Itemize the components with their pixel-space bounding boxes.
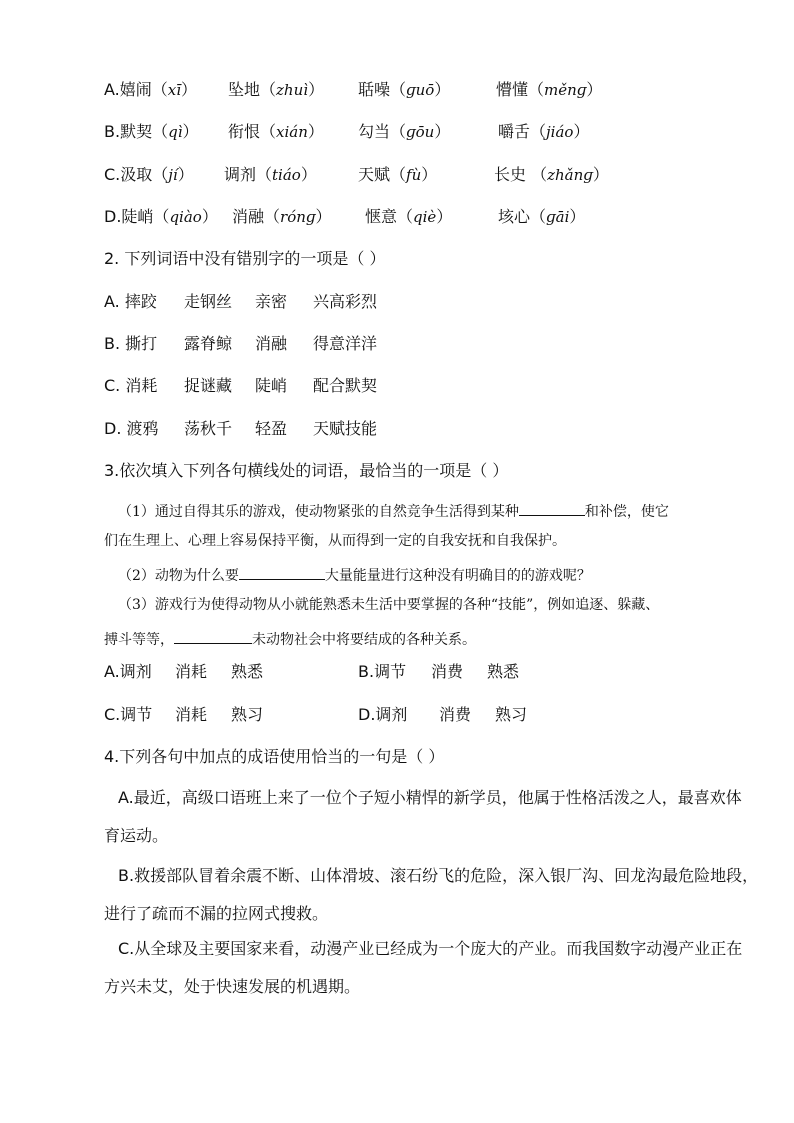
option-word: A. 摔跤 — [104, 292, 157, 311]
word-cell: 惬意（qiè） — [365, 207, 453, 226]
sentence-text: （2）动物为什么要 — [118, 568, 239, 584]
word-cell: 嚼舌（jiáo） — [498, 122, 590, 141]
sentence-text: 和补偿，使它 — [584, 504, 669, 520]
option-word: 配合默契 — [313, 376, 378, 395]
fill-blank — [519, 499, 585, 516]
option-word: 消耗 — [175, 662, 208, 681]
option-word: 熟悉 — [231, 662, 264, 681]
q4-option-a-line2: 育运动。 — [104, 826, 169, 845]
q2-stem: 2. 下列词语中没有错别字的一项是（ ） — [104, 249, 386, 268]
word-cell: 衔恨（xián） — [228, 122, 324, 141]
q4-option-c-line1: C.从全球及主要国家来看，动漫产业已经成为一个庞大的产业。而我国数字动漫产业正在 — [118, 939, 743, 958]
option-word: 露脊鲸 — [184, 334, 233, 353]
word-cell: 消融（rónɡ） — [232, 207, 332, 226]
option-word: 荡秋千 — [184, 419, 233, 438]
word-cell: 勾当（ɡōu） — [358, 122, 451, 141]
q3-sentence-1-cont: 们在生理上、心理上容易保持平衡，从而得到一定的自我安抚和自我保护。 — [104, 533, 566, 549]
q3-sentence-3: （3）游戏行为使得动物从小就能熟悉未生活中要掌握的各种“技能”，例如追逐、躲藏、 — [118, 597, 660, 613]
word-cell: 天赋（fù） — [358, 165, 438, 184]
sentence-text: 未动物社会中将要结成的各种关系。 — [252, 632, 476, 648]
word-cell: C.汲取（jí） — [104, 165, 194, 184]
word-cell: D.陡峭（qiào） — [104, 207, 218, 226]
option-word: 兴高彩烈 — [313, 292, 378, 311]
option-word: 消融 — [255, 334, 288, 353]
word-cell: 懵懂（měnɡ） — [496, 80, 603, 99]
option-word: 消费 — [431, 662, 464, 681]
word-cell: 调剂（tiáo） — [224, 165, 317, 184]
option-word: C. 消耗 — [104, 376, 158, 395]
word-cell: A.嬉闹（xī） — [104, 80, 198, 99]
fill-blank — [239, 563, 325, 580]
option-word: 轻盈 — [255, 419, 288, 438]
option-word: D.调剂 — [358, 705, 408, 724]
option-word: 捉谜藏 — [184, 376, 233, 395]
word-cell: 长史 （zhǎnɡ） — [494, 165, 609, 184]
option-word: 消耗 — [175, 705, 208, 724]
q4-option-c-line2: 方兴未艾，处于快速发展的机遇期。 — [104, 977, 361, 996]
q3-sentence-2 — [118, 563, 591, 586]
q4-option-a-line1: A.最近，高级口语班上来了一位个子短小精悍的新学员，他属于性格活泼之人，最喜欢体 — [118, 788, 742, 807]
word-cell: 垓心（ɡāi） — [498, 207, 586, 226]
q4-stem: 4.下列各句中加点的成语使用恰当的一句是（ ） — [104, 747, 445, 766]
q4-option-b-line1: B.救援部队冒着余震不断、山体滑坡、滚石纷飞的危险，深入银厂沟、回龙沟最危险地段， — [118, 866, 759, 885]
q4-option-b-line2: 进行了疏而不漏的拉网式搜救。 — [104, 904, 329, 923]
option-word: 走钢丝 — [184, 292, 233, 311]
sentence-text: （1）通过自得其乐的游戏，使动物紧张的自然竞争生活得到某种 — [118, 504, 519, 520]
sentence-text: 搏斗等等， — [104, 632, 174, 648]
option-word: D. 渡鸦 — [104, 419, 159, 438]
fill-blank — [174, 627, 252, 644]
word-cell: B.默契（qì） — [104, 122, 199, 141]
q3-sentence-3-cont — [104, 627, 476, 650]
q3-stem: 3.依次填入下列各句横线处的词语，最恰当的一项是（ ） — [104, 461, 509, 480]
q3-sentence-1 — [118, 499, 669, 522]
option-word: 熟习 — [495, 705, 528, 724]
option-word: C.调节 — [104, 705, 153, 724]
sentence-text: 大量能量进行这种没有明确目的的游戏呢？ — [324, 568, 591, 584]
option-word: B.调节 — [358, 662, 407, 681]
option-word: 熟习 — [231, 705, 264, 724]
option-word: 消费 — [439, 705, 472, 724]
option-word: A.调剂 — [104, 662, 152, 681]
option-word: 天赋技能 — [313, 419, 378, 438]
option-word: 陡峭 — [255, 376, 288, 395]
word-cell: 聒噪（ɡuō） — [358, 80, 451, 99]
option-word: 得意洋洋 — [313, 334, 378, 353]
option-word: 亲密 — [255, 292, 288, 311]
option-word: B. 撕打 — [104, 334, 158, 353]
option-word: 熟悉 — [487, 662, 520, 681]
word-cell: 坠地（zhuì） — [228, 80, 325, 99]
